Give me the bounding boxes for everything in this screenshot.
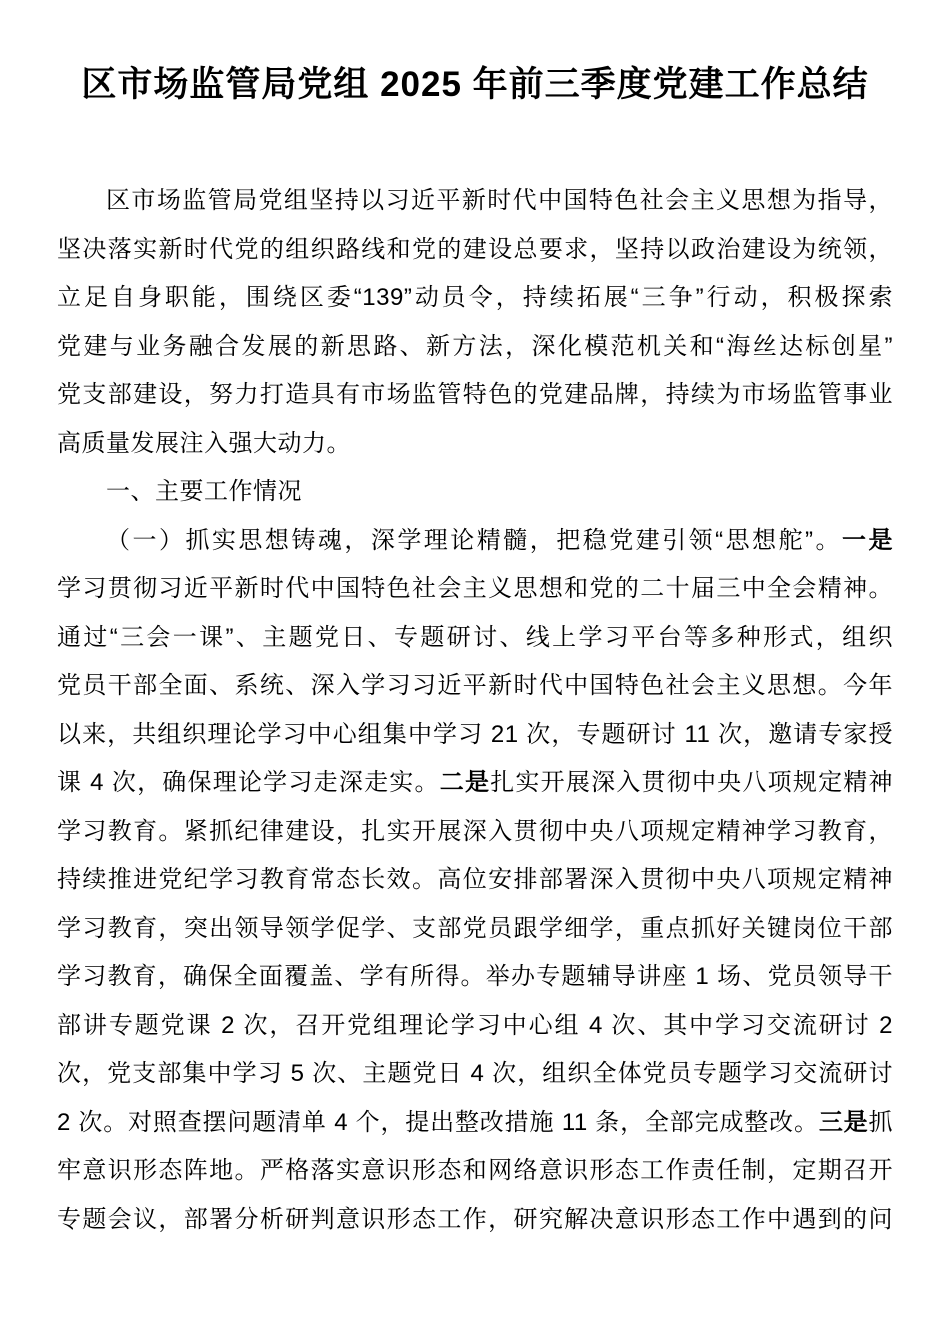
- text-line: [57, 420, 893, 469]
- text-line: [57, 1099, 893, 1148]
- text-segment: 以来，共组织理论学习中心组集中学习 21 次，专题研讨 11 次，邀请专家授: [57, 720, 893, 748]
- text-line: [57, 953, 893, 1002]
- text-segment: 学习贯彻习近平新时代中国特色社会主义思想和党的二十届三中全会精神。: [57, 575, 893, 602]
- text-line: [57, 468, 893, 517]
- bold-text-segment: 一是: [842, 526, 893, 554]
- text-segment: 立足自身职能，围绕区委“139”动员令，持续拓展“三争”行动，积极探索: [57, 284, 893, 311]
- text-segment: 党建与业务融合发展的新思路、新方法，深化模范机关和“海丝达标创星”: [57, 332, 893, 360]
- text-segment: 课 4 次，确保理论学习走深走实。: [57, 769, 440, 796]
- section-heading: [57, 468, 893, 517]
- text-line: [57, 274, 893, 323]
- text-line: [57, 759, 893, 808]
- bold-text-segment: 二是: [439, 769, 491, 796]
- bold-text-segment: 三是: [818, 1108, 869, 1136]
- text-line: [57, 662, 893, 711]
- text-line: [57, 1002, 893, 1051]
- text-segment: 学习教育，突出领导领学促学、支部党员跟学细学，重点抓好关键岗位干部: [57, 914, 893, 942]
- text-segment: 区市场监管局党组坚持以习近平新时代中国特色社会主义思想为指导，: [106, 187, 893, 214]
- text-segment: 高质量发展注入强大动力。: [57, 429, 351, 457]
- text-segment: 党员干部全面、系统、深入学习习近平新时代中国特色社会主义思想。今年: [57, 672, 893, 699]
- text-segment: 通过“三会一课”、主题党日、专题研讨、线上学习平台等多种形式，组织: [57, 623, 893, 651]
- text-line: [57, 517, 893, 566]
- text-line: [57, 856, 893, 905]
- text-line: [57, 323, 893, 372]
- text-line: [57, 1147, 893, 1196]
- text-line: [57, 614, 893, 663]
- intro-paragraph: [57, 177, 893, 468]
- text-line: [57, 565, 893, 614]
- text-segment: （一）抓实思想铸魂，深学理论精髓，把稳党建引领“思想舵”。: [106, 526, 843, 554]
- text-segment: 牢意识形态阵地。严格落实意识形态和网络意识形态工作责任制，定期召开: [57, 1157, 893, 1184]
- text-segment: 持续推进党纪学习教育常态长效。高位安排部署深入贯彻中央八项规定精神: [57, 866, 893, 893]
- text-segment: 次，党支部集中学习 5 次、主题党日 4 次，组织全体党员专题学习交流研讨: [57, 1060, 893, 1087]
- document-body: [57, 177, 893, 1244]
- text-line: [57, 905, 893, 954]
- text-segment: 学习教育，确保全面覆盖、学有所得。举办专题辅导讲座 1 场、党员领导干: [57, 963, 893, 990]
- text-line: [57, 1196, 893, 1245]
- text-segment: 专题会议，部署分析研判意识形态工作，研究解决意识形态工作中遇到的问: [57, 1205, 893, 1233]
- text-segment: 部讲专题党课 2 次，召开党组理论学习中心组 4 次、其中学习交流研讨 2: [57, 1011, 893, 1039]
- text-line: [57, 808, 893, 857]
- text-segment: 党支部建设，努力打造具有市场监管特色的党建品牌，持续为市场监管事业: [57, 381, 893, 408]
- text-line: [57, 711, 893, 760]
- text-line: [57, 177, 893, 226]
- text-segment: 扎实开展深入贯彻中央八项规定精神: [490, 769, 893, 796]
- text-line: [57, 1050, 893, 1099]
- text-segment: 2 次。对照查摆问题清单 4 个，提出整改措施 11 条，全部完成整改。: [57, 1108, 819, 1136]
- section-1-paragraph: [57, 517, 893, 1245]
- text-line: [57, 226, 893, 275]
- text-segment: 一、主要工作情况: [106, 478, 302, 505]
- text-segment: 抓: [868, 1108, 893, 1136]
- text-line: [57, 371, 893, 420]
- text-segment: 学习教育。紧抓纪律建设，扎实开展深入贯彻中央八项规定精神学习教育，: [57, 817, 893, 845]
- document-title: 区市场监管局党组 2025 年前三季度党建工作总结: [81, 65, 869, 104]
- text-segment: 坚决落实新时代党的组织路线和党的建设总要求，坚持以政治建设为统领，: [57, 235, 893, 263]
